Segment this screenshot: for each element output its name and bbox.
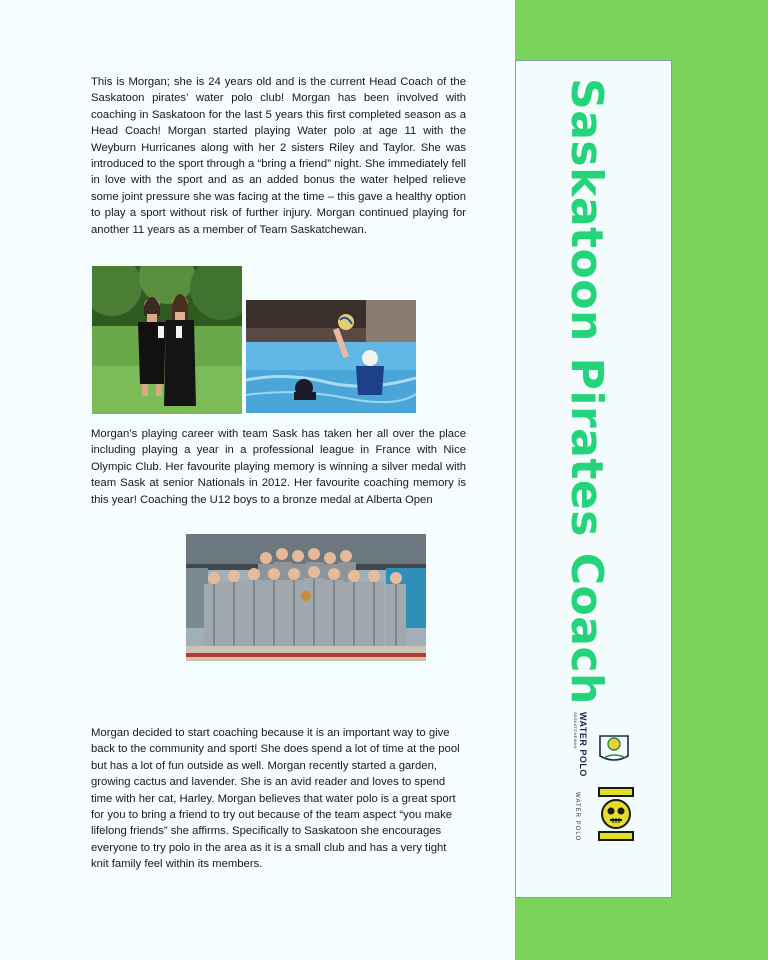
water-polo-logo-sub: SASKATCHEWAN (573, 712, 578, 749)
pirates-logo-label: WATER POLO (574, 792, 580, 842)
paragraph-coaching: Morgan decided to start coaching because it is an important way to give back to the community and sport! She does spend a lot of time at the pool but has a lot of fun outside as well. Morgan recently started a garden, growing cactus and lavender. She is an avid reader and loves to spend time with her cat, Harley. Morgan believes that water polo is a great sport for you to bring a friend to try out because of the team aspect “you make lifelong friends” she affirms. Specifically to Saskatoon she encourages everyone to try polo in the area as it is a small club and has a very tight knit family feel within its members. (91, 727, 460, 871)
paragraph-intro: This is Morgan; she is 24 years old and is the current Head Coach of the Saskatoon pirates’ water polo club! Morgan has been involved with coaching in Saskatoon for the last 5 years this first completed season as a Head Coach! Morgan started playing Water polo at age 11 with the Weyburn Hurricanes along with her 2 sisters Riley and Taylor. She was introduced to the sport through a “bring a friend” night. She immediately fell in love with the sport and as an added bonus the water helped relieve some joint pressure she was facing at the time – this gave a healthy option to play a sport without risk of further injury. Morgan continued playing for another 11 years as a member of Team Saskatchewan. (91, 76, 466, 236)
water-polo-logo-label: WATER POLO (578, 712, 588, 777)
photo-team-group (186, 534, 426, 661)
paragraph-career: Morgan’s playing career with team Sask has taken her all over the place including playing a year in a professional league in France with Nice Olympic Club. Her favourite playing memory is winning a silver medal with team Sask at senior Nationals in 2012. Her favourite coaching memory is this year! Coaching the U12 boys to a bronze medal at Alberta Open (91, 428, 466, 506)
side-title: Saskatoon Pirates Coach (561, 78, 612, 705)
photo-water-polo-player (246, 300, 416, 413)
photo-two-women (92, 266, 242, 414)
